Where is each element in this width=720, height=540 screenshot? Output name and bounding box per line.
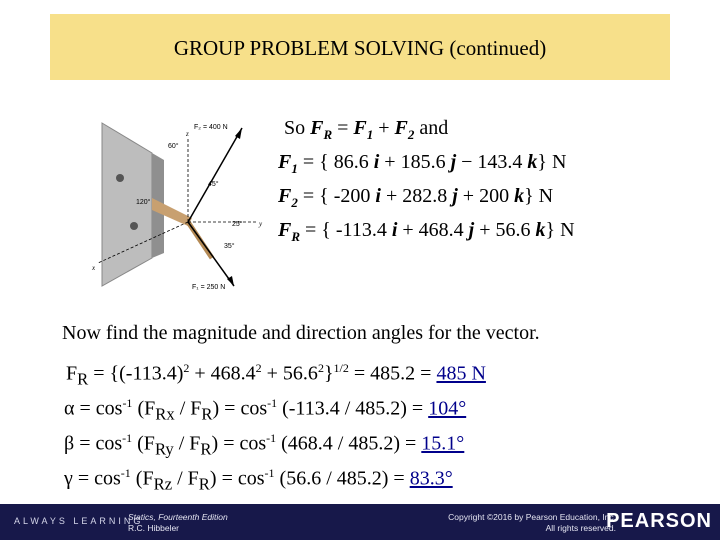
bolt [116, 174, 124, 182]
title-bar [50, 14, 670, 80]
angle-120-label: 120° [136, 199, 151, 206]
angle-35-label: 35° [224, 243, 235, 250]
force-diagram [82, 108, 272, 298]
equation-line-3: $F_2$ = { -200 i + 282.8 j + 200 k} N [278, 185, 554, 210]
copyright-line-1: Copyright ©2016 by Pearson Education, Inc. [448, 512, 616, 522]
alpha-line: $\alpha = \cos^{-1} (F_{Rx} / F_R) = \cos^{-1} (-113.4 / 485.2) = 104^\circ$ [64, 396, 467, 424]
equation-line-4: $F_R$ = { -113.4 i + 468.4 j + 56.6 k} N [278, 219, 575, 244]
beta-answer: 15.1° [421, 432, 465, 455]
gamma-line: $\gamma = \cos^{-1} (F_{Rz} / F_R) = \cos^{-1} (56.6 / 485.2) = 83.3^\circ$ [64, 466, 453, 494]
angle-25-label: 25° [232, 221, 243, 228]
book-title: Statics, Fourteenth Edition [128, 512, 228, 522]
footer [0, 504, 720, 540]
f1-label: F₁ = 250 N [192, 284, 226, 291]
axis-y-label: y [259, 220, 263, 228]
book-author: R.C. Hibbeler [128, 523, 180, 533]
force-f1-arrow [188, 222, 234, 286]
angle-45-label: 45° [208, 181, 219, 188]
axis-x-label: x [92, 264, 96, 272]
copyright-line-2: All rights reserved. [545, 523, 616, 533]
bolt [130, 222, 138, 230]
beta-line: $\beta = \cos^{-1} (F_{Ry} / F_R) = \cos^{-1} (468.4 / 485.2) = 15.1^\circ$ [64, 431, 465, 459]
intro-text: Now find the magnitude and direction angles for the vector. [62, 322, 540, 344]
alpha-answer: 104° [428, 397, 467, 420]
axis-z-label: z [186, 130, 189, 138]
book-info [128, 512, 228, 534]
equation-line-1: So $F_R = F_1 + F_2$ and [284, 117, 449, 142]
f2-label: F₂ = 400 N [194, 124, 228, 131]
always-learning-text: ALWAYS LEARNING [14, 516, 144, 526]
gamma-answer: 83.3° [409, 467, 453, 490]
magnitude-answer: 485 N [436, 362, 486, 385]
angle-60-label: 60° [168, 143, 179, 150]
slide-title: GROUP PROBLEM SOLVING (continued) [173, 36, 547, 60]
equation-line-2: $F_1$ = { 86.6 i + 185.6 j − 143.4 k} N [278, 151, 567, 176]
magnitude-line: $F_R = \{(-113.4)^2 + 468.4^2 + 56.6^2\}^{1/2} = 485.2 = 485$ N [66, 361, 486, 389]
force-f2-arrow [188, 128, 242, 222]
pearson-logo: PEARSON [606, 510, 712, 532]
copyright [448, 512, 616, 534]
